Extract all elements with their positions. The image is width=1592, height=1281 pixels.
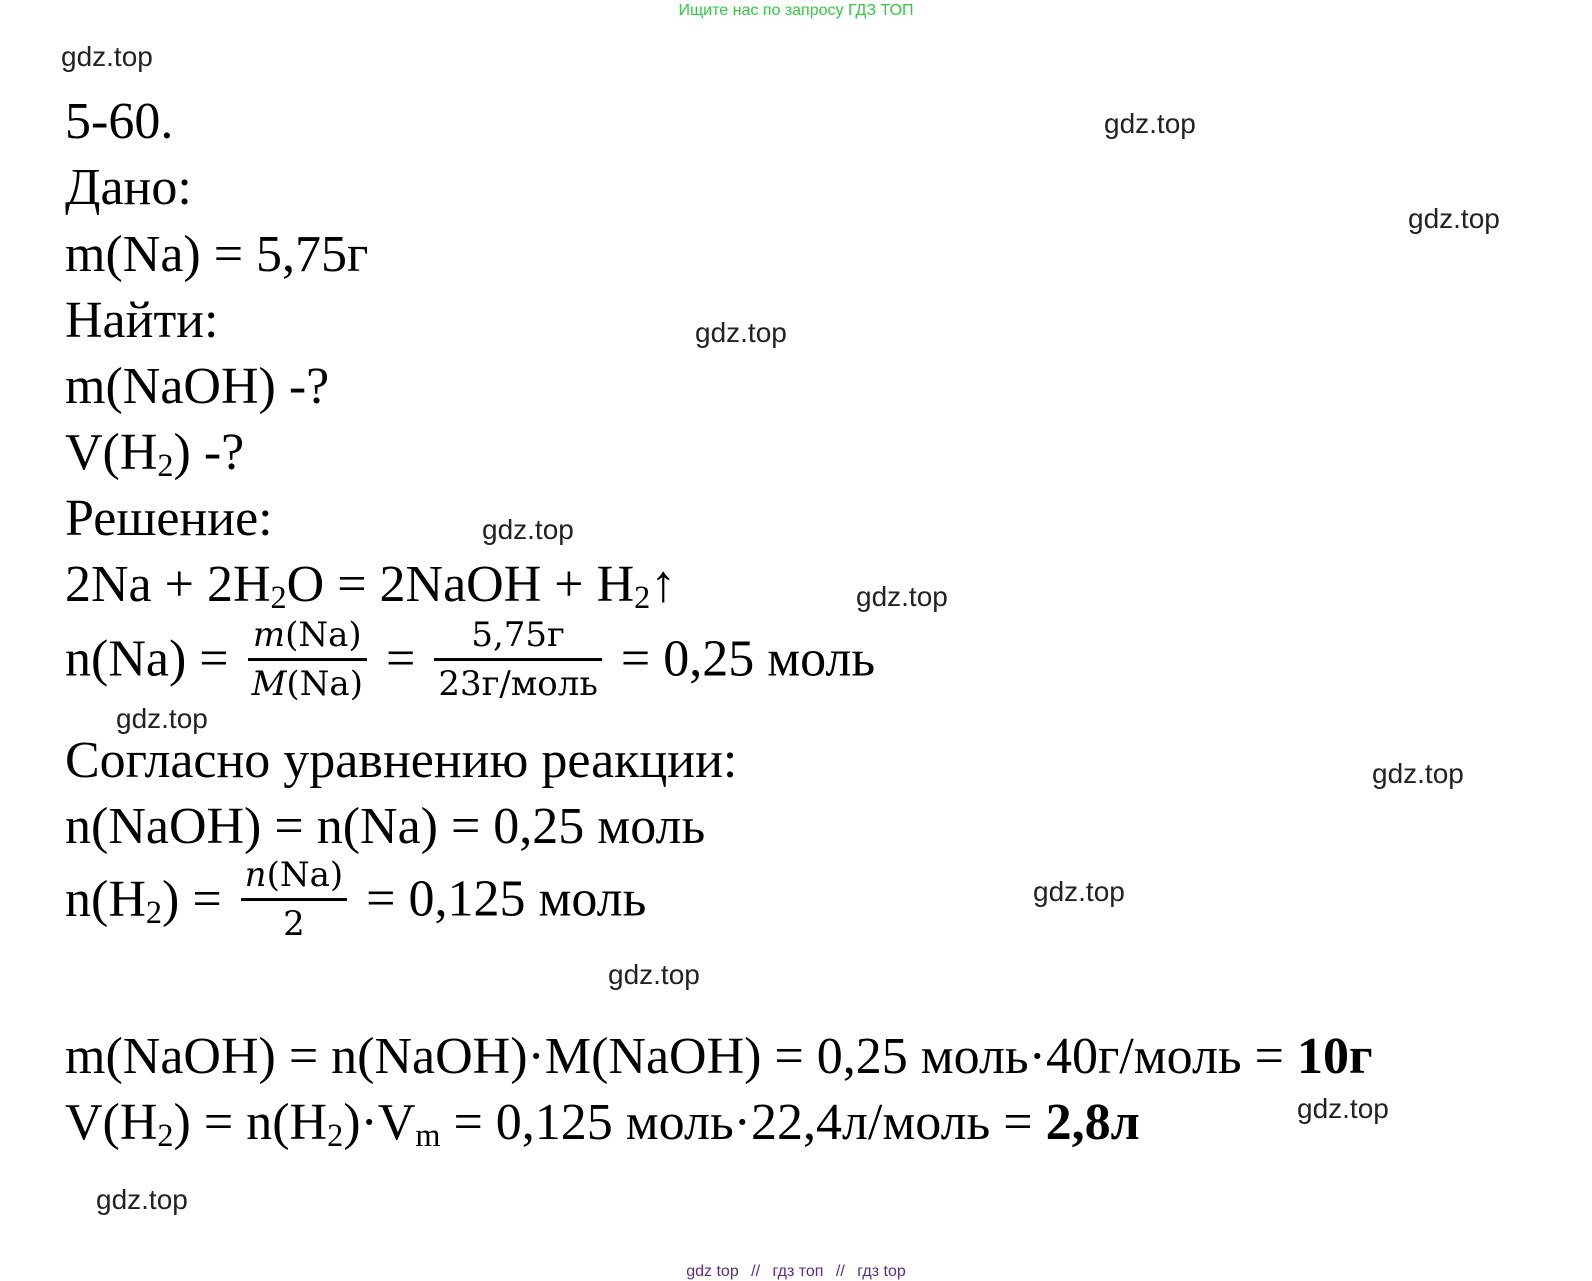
- watermark: gdz.top: [695, 317, 787, 348]
- watermark: gdz.top: [116, 703, 208, 734]
- footer-separator: //: [835, 1263, 845, 1280]
- find-h2: $V(H_2)$ -?: [65, 424, 245, 484]
- watermark: gdz.top: [61, 41, 153, 72]
- footer-link[interactable]: гдз top: [857, 1263, 906, 1280]
- watermark: gdz.top: [1033, 876, 1125, 907]
- watermark: gdz.top: [1104, 108, 1196, 139]
- top-banner: Ищите нас по запросу ГДЗ ТОП: [678, 2, 914, 19]
- fraction-n-over-2: $\frac{n(Na)}{2}$: [241, 858, 347, 941]
- watermark: gdz.top: [608, 959, 700, 990]
- find-naoh: m(NaOH) -?: [65, 358, 330, 415]
- reaction-equation: $2Na + 2H_2O$ = 2NaOH + $H_2↑$: [65, 556, 677, 616]
- watermark: gdz.top: [856, 581, 948, 612]
- watermark: gdz.top: [96, 1184, 188, 1215]
- footer-separator: //: [751, 1263, 761, 1280]
- problem-number: 5-60.: [65, 93, 174, 150]
- footer-link[interactable]: гдз топ: [772, 1263, 824, 1280]
- given-value: m(Na) = 5,75г: [65, 226, 369, 283]
- solution-label: Решение:: [65, 490, 273, 547]
- m-naoh-result: m(NaOH) = n(NaOH)·M(NaOH) = 0,25 моль·40г/моль = 10г: [65, 1028, 1373, 1085]
- watermark: gdz.top: [1297, 1093, 1389, 1124]
- n-naoh-equation: n(NaOH) = n(Na) = 0,25 моль: [65, 798, 706, 855]
- fraction-values: $\frac{5,75г}{\text{23г/моль}}$: [434, 618, 602, 701]
- fraction-m-over-M: $\frac{m(Na)}{M(Na)}$: [248, 618, 367, 701]
- answer-mass: 10г: [1296, 1028, 1373, 1085]
- watermark: gdz.top: [1372, 758, 1464, 789]
- find-label: Найти:: [65, 292, 219, 349]
- answer-volume: 2,8л: [1045, 1094, 1140, 1151]
- according-label: Согласно уравнению реакции:: [65, 732, 738, 789]
- footer-link[interactable]: gdz top: [686, 1263, 739, 1280]
- watermark: gdz.top: [482, 514, 574, 545]
- watermark: gdz.top: [1408, 203, 1500, 234]
- n-h2-equation: $n(H_2)$ = $\frac{n(Na)}{2}$ = 0,125 моль: [65, 855, 647, 944]
- v-h2-result: $V(H_2) = n(H_2)\cdot V_m = 0,125$ моль·22,4л/моль = 2,8л: [65, 1094, 1140, 1154]
- footer: [0, 1263, 1592, 1281]
- given-label: Дано:: [65, 159, 192, 216]
- n-na-equation: n(Na) = $\frac{m(Na)}{M(Na)}$ = $\frac{5,75г}{\text{23г/моль}}$ = 0,25 моль: [65, 615, 876, 704]
